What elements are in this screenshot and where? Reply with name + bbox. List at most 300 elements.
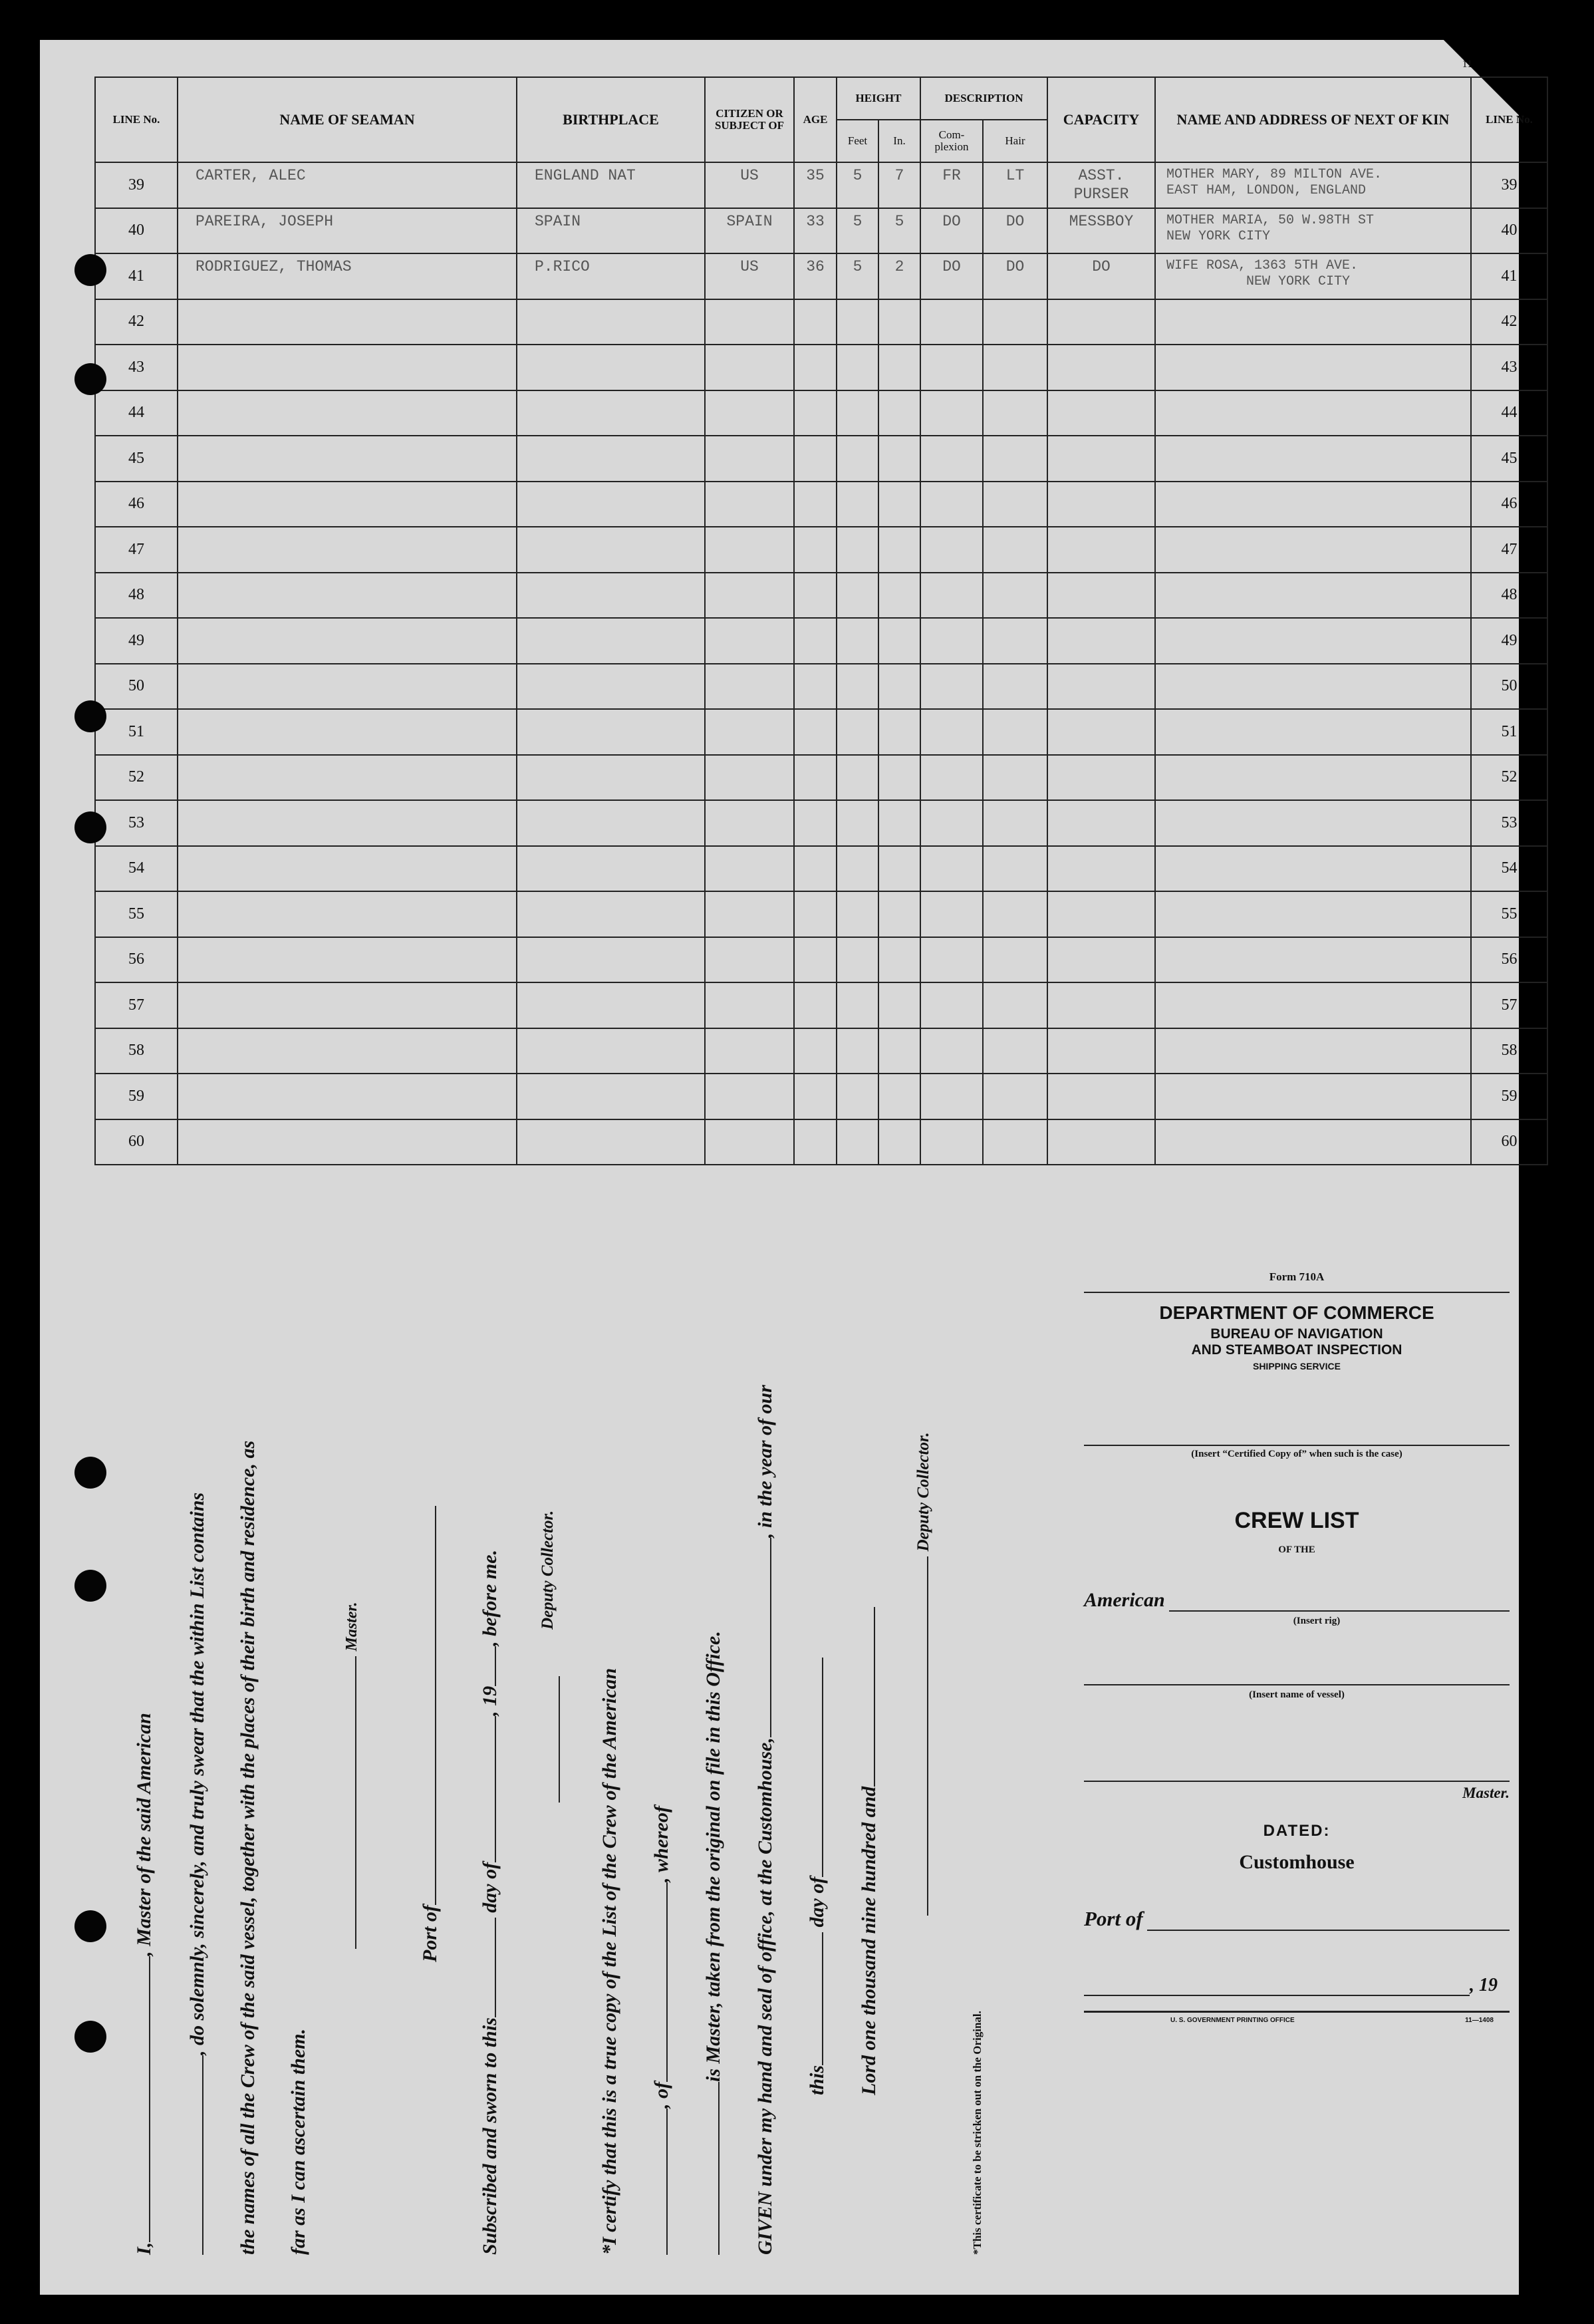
table-row (95, 436, 1547, 482)
birthplace-cell: P.RICO (517, 253, 705, 299)
next-of-kin-cell (1155, 162, 1471, 208)
print-code: 11—1408 (1465, 2017, 1494, 2024)
punch-hole (74, 1457, 106, 1489)
seaman-name (178, 299, 517, 345)
hair-cell (983, 573, 1047, 619)
table-row (95, 891, 1547, 937)
citizen-cell (705, 891, 794, 937)
punch-hole (74, 1910, 106, 1942)
line-number: 44 (95, 390, 178, 436)
line-number-right: 47 (1471, 527, 1547, 573)
birthplace-cell: SPAIN (517, 208, 705, 254)
crew-table (94, 76, 1548, 1165)
line-number: 52 (95, 755, 178, 801)
next-of-kin-line-2: EAST HAM, LONDON, ENGLAND (1166, 183, 1367, 198)
citizen-cell (705, 482, 794, 527)
hair-cell (983, 664, 1047, 710)
port-of-blank[interactable] (419, 1506, 436, 1905)
seaman-name (178, 390, 517, 436)
certify-port-blank[interactable] (650, 1882, 668, 2082)
header-line-no-right: LINE No. (1471, 77, 1547, 162)
complexion-cell (920, 937, 983, 983)
given-lord-text: Lord one thousand nine hundred and (858, 1786, 880, 2095)
hair-cell (983, 1119, 1047, 1165)
capacity-cell (1047, 709, 1155, 755)
vessel-name-cover-blank[interactable] (1084, 1684, 1510, 1685)
birthplace-cell (517, 1028, 705, 1074)
line-number-right: 60 (1471, 1119, 1547, 1165)
separator-rule (559, 1676, 560, 1803)
line-number: 53 (95, 800, 178, 846)
birthplace-cell: ENGLAND NAT (517, 162, 705, 208)
inches-cell (878, 800, 920, 846)
inches-cell (878, 709, 920, 755)
cover-block (1084, 1270, 1510, 2024)
citizen-cell (705, 390, 794, 436)
birthplace-cell (517, 664, 705, 710)
complexion-cell (920, 664, 983, 710)
citizen-cell (705, 982, 794, 1028)
next-of-kin-cell (1155, 709, 1471, 755)
document-sheet (40, 40, 1533, 2295)
certify-master-text: is Master, taken from the original on file in this Office. (702, 1631, 724, 2082)
master-signature-line (339, 1602, 362, 1949)
age-cell (794, 709, 837, 755)
page-corner-mark: 11 (1462, 59, 1472, 70)
hair-cell (983, 390, 1047, 436)
age-cell (794, 390, 837, 436)
next-of-kin-line-1: WIFE ROSA, 1363 5TH AVE. (1166, 258, 1359, 273)
seaman-name (178, 345, 517, 390)
line-number-right: 52 (1471, 755, 1547, 801)
seaman-name (178, 800, 517, 846)
insert-certified-caption: (Insert “Certified Copy of” when such is the case) (1191, 1449, 1402, 1459)
line-number-right: 46 (1471, 482, 1547, 527)
punch-hole (74, 1570, 106, 1602)
complexion-cell (920, 709, 983, 755)
capacity-cell (1047, 345, 1155, 390)
birthplace-cell (517, 937, 705, 983)
inches-cell (878, 891, 920, 937)
capacity-cell (1047, 573, 1155, 619)
inches-cell (878, 1119, 920, 1165)
port-of-line (419, 1506, 442, 1962)
seaman-name (178, 527, 517, 573)
capacity-cell (1047, 436, 1155, 482)
hair-cell (983, 755, 1047, 801)
given-year-blank[interactable] (858, 1607, 875, 1787)
next-of-kin-cell (1155, 1074, 1471, 1119)
age-cell (794, 1119, 837, 1165)
capacity-cell (1047, 482, 1155, 527)
hair-cell (983, 299, 1047, 345)
hair-cell (983, 800, 1047, 846)
bureau-line-2: AND STEAMBOAT INSPECTION (1191, 1342, 1402, 1358)
line-number-right: 51 (1471, 709, 1547, 755)
given-line-2 (806, 1658, 829, 2095)
certify-whereof: , whereof (650, 1806, 672, 1882)
feet-cell (837, 390, 878, 436)
header-height: HEIGHT (837, 77, 920, 120)
shipping-service: SHIPPING SERVICE (1252, 1361, 1341, 1372)
complexion-cell (920, 436, 983, 482)
age-cell (794, 299, 837, 345)
deputy-collector-label-2: Deputy Collector. (914, 1432, 932, 1552)
citizen-cell (705, 846, 794, 892)
next-of-kin-cell (1155, 891, 1471, 937)
next-of-kin-cell (1155, 436, 1471, 482)
punch-hole (74, 811, 106, 843)
age-cell (794, 664, 837, 710)
inches-cell (878, 482, 920, 527)
port-of-cover-label: Port of (1084, 1907, 1143, 1930)
oath-line-3: the names of all the Crew of the said vessel, together with the places of their birth and residence, as (237, 1440, 259, 2255)
capacity-cell: MESSBOY (1047, 208, 1155, 254)
seaman-name (178, 1028, 517, 1074)
citizen-cell (705, 345, 794, 390)
birthplace-cell (517, 390, 705, 436)
port-of-label: Port of (419, 1905, 441, 1962)
american-line (1084, 1589, 1510, 1612)
inches-cell (878, 664, 920, 710)
seaman-name: PAREIRA, JOSEPH (178, 208, 517, 254)
feet-cell (837, 891, 878, 937)
feet-cell: 5 (837, 253, 878, 299)
line-number: 55 (95, 891, 178, 937)
header-age: AGE (794, 77, 837, 162)
line-number: 43 (95, 345, 178, 390)
age-cell (794, 846, 837, 892)
inches-cell (878, 1074, 920, 1119)
next-of-kin-cell (1155, 1119, 1471, 1165)
complexion-cell (920, 800, 983, 846)
subscribed-year-blank[interactable] (479, 1646, 496, 1686)
hair-cell: DO (983, 253, 1047, 299)
insert-vessel-caption: (Insert name of vessel) (1249, 1689, 1345, 1700)
oath-i-label: I, (133, 2242, 155, 2255)
capacity-cell (1047, 618, 1155, 664)
next-of-kin-line-1: MOTHER MARIA, 50 W.98TH ST (1166, 212, 1375, 228)
table-row (95, 800, 1547, 846)
deputy-collector-label-1: Deputy Collector. (539, 1510, 557, 1630)
next-of-kin-cell (1155, 664, 1471, 710)
feet-cell (837, 573, 878, 619)
next-of-kin-cell (1155, 527, 1471, 573)
table-row (95, 846, 1547, 892)
capacity-cell (1047, 527, 1155, 573)
table-row (95, 1028, 1547, 1074)
birthplace-cell (517, 846, 705, 892)
header-name: NAME OF SEAMAN (178, 77, 517, 162)
citizen-cell (705, 299, 794, 345)
table-row (95, 345, 1547, 390)
capacity-cell (1047, 800, 1155, 846)
feet-cell (837, 800, 878, 846)
capacity-cell (1047, 390, 1155, 436)
inches-cell (878, 982, 920, 1028)
table-row (95, 1074, 1547, 1119)
hair-cell (983, 982, 1047, 1028)
inches-cell (878, 937, 920, 983)
complexion-cell (920, 1028, 983, 1074)
line-number-right: 41 (1471, 253, 1547, 299)
citizen-cell: US (705, 253, 794, 299)
citizen-cell (705, 527, 794, 573)
seaman-name (178, 482, 517, 527)
oath-certificate (106, 1177, 1197, 2255)
complexion-cell (920, 891, 983, 937)
punch-hole (74, 700, 106, 732)
line-number-right: 57 (1471, 982, 1547, 1028)
citizen-cell: US (705, 162, 794, 208)
complexion-cell (920, 846, 983, 892)
inches-cell (878, 436, 920, 482)
table-row (95, 755, 1547, 801)
feet-cell (837, 299, 878, 345)
age-cell: 36 (794, 253, 837, 299)
hair-cell (983, 846, 1047, 892)
complexion-cell (920, 755, 983, 801)
hair-cell (983, 618, 1047, 664)
line-number-right: 40 (1471, 208, 1547, 254)
line-number-right: 48 (1471, 573, 1547, 619)
capacity-cell (1047, 299, 1155, 345)
line-number-right: 45 (1471, 436, 1547, 482)
citizen-cell (705, 755, 794, 801)
line-number: 41 (95, 253, 178, 299)
seaman-name (178, 618, 517, 664)
crew-table-body (95, 162, 1547, 1165)
seaman-name (178, 937, 517, 983)
next-of-kin-cell (1155, 937, 1471, 983)
master-name-blank[interactable] (133, 1956, 150, 2242)
complexion-cell (920, 527, 983, 573)
header-inches: In. (878, 120, 920, 162)
bottom-rule (1084, 2011, 1510, 2013)
complexion-cell (920, 1119, 983, 1165)
header-birthplace: BIRTHPLACE (517, 77, 705, 162)
complexion-cell: FR (920, 162, 983, 208)
age-cell (794, 982, 837, 1028)
next-of-kin-cell (1155, 755, 1471, 801)
certified-copy-blank[interactable] (1084, 1445, 1510, 1446)
next-of-kin-cell (1155, 345, 1471, 390)
certify-of: , of (650, 2082, 672, 2108)
seaman-name (178, 664, 517, 710)
inches-cell: 5 (878, 208, 920, 254)
line-number-right: 56 (1471, 937, 1547, 983)
next-of-kin-cell (1155, 208, 1471, 254)
certify-master-blank[interactable] (702, 2082, 720, 2255)
citizen-cell (705, 937, 794, 983)
age-cell: 33 (794, 208, 837, 254)
capacity-cell: ASST. PURSER (1047, 162, 1155, 208)
line-number: 47 (95, 527, 178, 573)
insert-rig-caption: (Insert rig) (1293, 1616, 1341, 1626)
master-signature-blank[interactable] (339, 1656, 356, 1949)
table-row (95, 162, 1547, 208)
punch-hole (74, 254, 106, 286)
next-of-kin-cell (1155, 253, 1471, 299)
given-customhouse-blank[interactable] (754, 1538, 771, 1737)
next-of-kin-cell (1155, 299, 1471, 345)
table-row (95, 208, 1547, 254)
vessel-name-blank[interactable] (186, 2055, 203, 2255)
age-cell (794, 1074, 837, 1119)
line-number-right: 50 (1471, 664, 1547, 710)
capacity-cell (1047, 846, 1155, 892)
header-capacity: CAPACITY (1047, 77, 1155, 162)
hair-cell (983, 709, 1047, 755)
header-next-of-kin: NAME AND ADDRESS OF NEXT OF KIN (1155, 77, 1471, 162)
crew-list-title: CREW LIST (1234, 1508, 1359, 1533)
of-the-label: OF THE (1278, 1544, 1315, 1555)
citizen-cell (705, 664, 794, 710)
date-cover-line (1084, 1975, 1510, 1996)
given-day-blank[interactable] (806, 1932, 823, 2065)
deputy-signature-blank[interactable] (911, 1556, 928, 1916)
next-of-kin-cell (1155, 390, 1471, 436)
date-cover-blank[interactable] (1084, 1981, 1470, 1996)
capacity-cell (1047, 982, 1155, 1028)
birthplace-cell (517, 436, 705, 482)
birthplace-cell (517, 800, 705, 846)
rig-blank[interactable] (1169, 1597, 1510, 1612)
citizen-cell: SPAIN (705, 208, 794, 254)
capacity-cell: DO (1047, 253, 1155, 299)
certify-line-1: *I certify that this is a true copy of the List of the Crew of the American (598, 1668, 620, 2255)
birthplace-cell (517, 573, 705, 619)
line-number: 56 (95, 937, 178, 983)
master-signature-label: Master. (343, 1602, 360, 1652)
hair-cell (983, 527, 1047, 573)
line-number-right: 53 (1471, 800, 1547, 846)
seaman-name: RODRIGUEZ, THOMAS (178, 253, 517, 299)
birthplace-cell (517, 618, 705, 664)
complexion-cell (920, 345, 983, 390)
table-row (95, 937, 1547, 983)
inches-cell (878, 527, 920, 573)
port-of-cover-blank[interactable] (1147, 1916, 1510, 1931)
age-cell (794, 1028, 837, 1074)
subscribed-month-blank[interactable] (479, 1716, 496, 1862)
header-complexion: Com- plexion (920, 120, 983, 162)
line-number-right: 54 (1471, 846, 1547, 892)
punch-hole (74, 363, 106, 395)
citizen-cell (705, 709, 794, 755)
table-row (95, 1119, 1547, 1165)
birthplace-cell (517, 299, 705, 345)
table-row (95, 527, 1547, 573)
complexion-cell: DO (920, 208, 983, 254)
subscribed-day-of: day of (479, 1862, 501, 1913)
line-number-right: 49 (1471, 618, 1547, 664)
table-row (95, 709, 1547, 755)
complexion-cell: DO (920, 253, 983, 299)
given-year-text: , in the year of our (754, 1385, 776, 1538)
hair-cell (983, 1074, 1047, 1119)
given-month-blank[interactable] (806, 1658, 823, 1877)
inches-cell: 7 (878, 162, 920, 208)
complexion-cell (920, 982, 983, 1028)
age-cell (794, 937, 837, 983)
hair-cell (983, 1028, 1047, 1074)
table-row (95, 982, 1547, 1028)
line-number: 57 (95, 982, 178, 1028)
hair-cell (983, 345, 1047, 390)
feet-cell (837, 1119, 878, 1165)
port-of-cover-line (1084, 1907, 1510, 1931)
age-cell (794, 345, 837, 390)
seaman-name (178, 846, 517, 892)
table-row (95, 482, 1547, 527)
printing-office: U. S. GOVERNMENT PRINTING OFFICE (1170, 2017, 1295, 2024)
capacity-cell (1047, 1119, 1155, 1165)
next-of-kin-line-2: NEW YORK CITY (1166, 228, 1271, 244)
line-number: 59 (95, 1074, 178, 1119)
table-row (95, 299, 1547, 345)
line-number: 58 (95, 1028, 178, 1074)
line-number: 46 (95, 482, 178, 527)
line-number: 42 (95, 299, 178, 345)
table-row (95, 390, 1547, 436)
hair-cell (983, 891, 1047, 937)
age-cell (794, 800, 837, 846)
seaman-name (178, 982, 517, 1028)
line-number-right: 42 (1471, 299, 1547, 345)
next-of-kin-cell (1155, 573, 1471, 619)
seaman-name (178, 573, 517, 619)
line-number: 60 (95, 1119, 178, 1165)
oath-line-4: far as I can ascertain them. (287, 2028, 309, 2255)
age-cell: 35 (794, 162, 837, 208)
line-number: 50 (95, 664, 178, 710)
subscribed-day-blank[interactable] (479, 1918, 496, 2017)
citizen-cell (705, 618, 794, 664)
line-number: 49 (95, 618, 178, 664)
feet-cell (837, 482, 878, 527)
age-cell (794, 527, 837, 573)
inches-cell: 2 (878, 253, 920, 299)
certify-vessel-blank[interactable] (650, 2108, 668, 2255)
header-description: DESCRIPTION (920, 77, 1047, 120)
citizen-cell (705, 800, 794, 846)
age-cell (794, 436, 837, 482)
seaman-name (178, 755, 517, 801)
table-row (95, 664, 1547, 710)
line-number-right: 39 (1471, 162, 1547, 208)
given-line-3 (858, 1607, 880, 2095)
oath-line-2 (186, 1493, 209, 2255)
feet-cell: 5 (837, 208, 878, 254)
feet-cell (837, 527, 878, 573)
seaman-name (178, 891, 517, 937)
age-cell (794, 755, 837, 801)
capacity-cell (1047, 1028, 1155, 1074)
subscribed-text: Subscribed and sworn to this (479, 2017, 501, 2255)
master-cover-blank[interactable] (1084, 1781, 1510, 1782)
hair-cell: DO (983, 208, 1047, 254)
complexion-cell (920, 299, 983, 345)
next-of-kin-cell (1155, 982, 1471, 1028)
age-cell (794, 482, 837, 527)
next-of-kin-line-1: MOTHER MARY, 89 MILTON AVE. (1166, 167, 1383, 182)
birthplace-cell (517, 982, 705, 1028)
dated-label: DATED: (1263, 1822, 1331, 1840)
given-line-1 (754, 1385, 777, 2255)
seaman-name (178, 1119, 517, 1165)
seaman-name (178, 709, 517, 755)
